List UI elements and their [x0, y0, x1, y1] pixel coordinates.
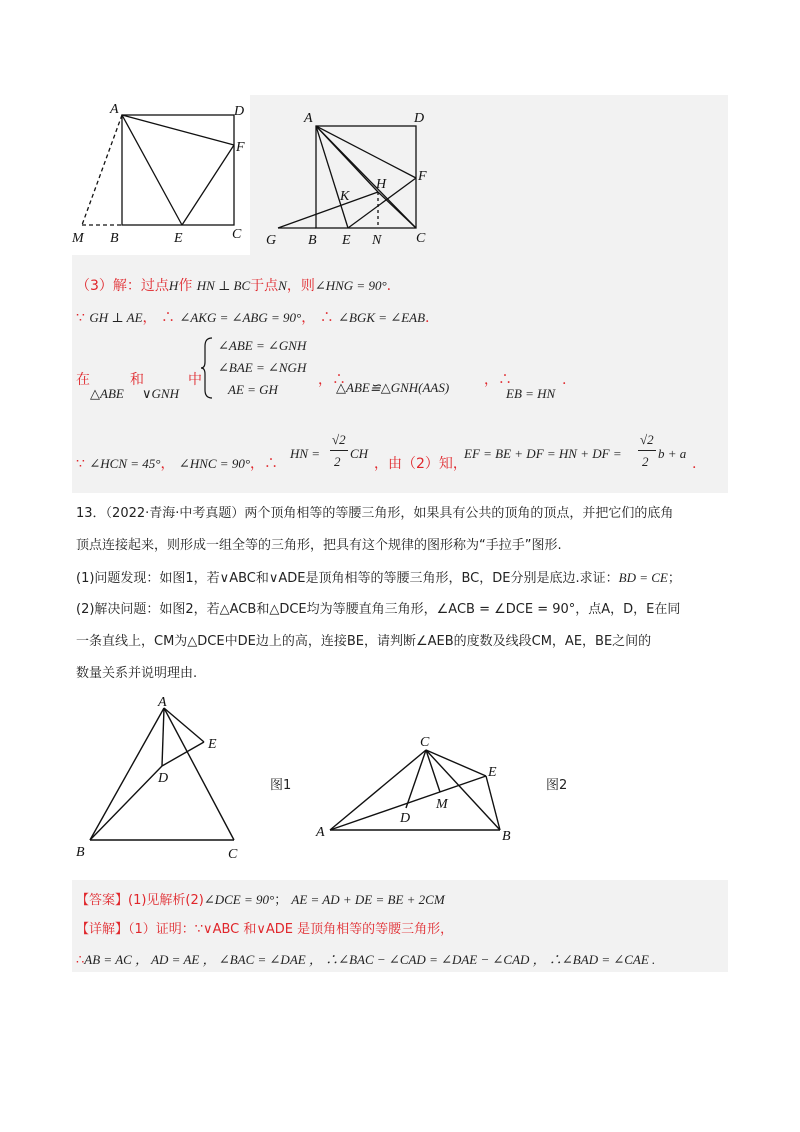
math-ch: CH — [350, 446, 369, 461]
figure-2-caption: 图2 — [546, 778, 568, 793]
question-1: (1)问题发现：如图1，若∨ABC和∨ADE是顶角相等的等腰三角形，BC，DE分别是底边.求证：BD = CE； — [76, 570, 681, 586]
fig2-label-b: B — [502, 829, 511, 844]
system-eq-1: ∠ABE = ∠GNH — [218, 338, 307, 353]
solution-line-1: （3）解：过点H作 HN ⊥ BC于点N，则∠HNG = 90°. — [76, 278, 392, 294]
fig2-label-m: M — [436, 797, 448, 812]
fraction-bar-2 — [638, 450, 656, 451]
answer-text: (1)见解析(2) — [128, 893, 204, 908]
proof-line: ∴AB = AC ， AD = AE ， ∠BAC = ∠DAE ， ∴∠BAC − ∠CAD = ∠DAE − ∠CAD ， ∴∠BAD = ∠CAE . — [76, 952, 656, 968]
math-gh-perp-ae: GH ⊥ AE — [89, 310, 143, 325]
math-hn-left: HN = — [290, 446, 321, 461]
point-h: H — [168, 278, 179, 293]
word-zhong: 中 — [188, 372, 202, 388]
math-sqrt2: √2 — [332, 432, 346, 447]
period-2: . — [692, 456, 697, 472]
fig1-label-c: C — [228, 847, 238, 862]
solution-line-4a: ∵ ∠HCN = 45°， ∠HNC = 90°，∴ — [76, 456, 279, 472]
word-yudian: 于点 — [250, 278, 279, 294]
math-den-2b: 2 — [642, 454, 649, 469]
math-hn-perp-bc: HN ⊥ BC — [196, 278, 251, 293]
fig2-label-d: D — [400, 811, 411, 826]
system-brace — [200, 336, 214, 400]
math-hng: ∠HNG = 90° — [314, 278, 387, 293]
answer-tag: 【答案】 — [76, 893, 129, 908]
label-a: A — [304, 111, 313, 126]
label-a: A — [110, 102, 119, 117]
label-k: K — [340, 189, 350, 204]
word-ze: ，则 — [286, 278, 315, 294]
word-zai: 在 — [76, 372, 90, 388]
label-m: M — [72, 231, 84, 246]
math-dce: ∠DCE = 90° — [203, 892, 275, 907]
proof-equations: AB = AC ， AD = AE ， ∠BAC = ∠DAE ， ∴∠BAC − ∠CAD = ∠DAE − ∠CAD ， ∴∠BAD = ∠CAE . — [84, 952, 656, 967]
detail-text: （1）证明：∵∨ABC 和∨ADE 是顶角相等的等腰三角形， — [128, 922, 454, 937]
label-g: G — [266, 233, 277, 248]
math-hcn: ∠HCN = 45° — [89, 456, 161, 471]
question-1-text: (1)问题发现：如图1，若∨ABC和∨ADE是顶角相等的等腰三角形，BC，DE分别是底边.求证： — [76, 571, 619, 586]
solution-line-2: ∵ GH ⊥ AE， ∴ ∠AKG = ∠ABG = 90°， ∴ ∠BGK = ∠EAB. — [76, 310, 430, 326]
fraction-bar — [330, 450, 348, 451]
figure-square-right — [260, 100, 450, 250]
figure-1-caption: 图1 — [270, 778, 292, 793]
question-2-line-2: 一条直线上，CM为△DCE中DE边上的高，连接BE，请判断∠AEB的度数及线段CM，AE，BE之间的 — [76, 634, 652, 649]
label-c: C — [416, 231, 426, 246]
therefore-2: ，∴ — [484, 372, 512, 388]
figure-square-left — [70, 95, 250, 255]
question-2-line-3: 数量关系并说明理由. — [76, 666, 198, 681]
system-eq-2: ∠BAE = ∠NGH — [218, 360, 307, 375]
period: . — [562, 372, 567, 388]
math-eb-hn: EB = HN — [506, 386, 556, 401]
label-b: B — [308, 233, 317, 248]
word-zuo: 作 — [178, 278, 193, 294]
word-he: 和 — [130, 372, 144, 388]
label-b: B — [110, 231, 119, 246]
label-c: C — [232, 227, 242, 242]
problem-13-line-2: 顶点连接起来，则形成一组全等的三角形，把具有这个规律的图形称为“手拉手”图形. — [76, 538, 562, 553]
label-f: F — [236, 140, 245, 155]
problem-13-line-1: 13．（2022·青海·中考真题）两个顶角相等的等腰三角形，如果具有公共的顶角的顶点，并把它们的底角 — [76, 506, 674, 521]
fig2-label-a: A — [316, 825, 325, 840]
triangle-abe: △ABE — [90, 386, 124, 401]
label-h: H — [376, 177, 387, 192]
math-b-plus-a: b + a — [658, 446, 687, 461]
math-ae-sum: AE = AD + DE = BE + 2CM — [291, 892, 445, 907]
fig1-label-e: E — [208, 737, 217, 752]
label-e: E — [174, 231, 183, 246]
solution-intro: （3）解：过点 — [76, 278, 169, 294]
because-symbol: ∵ — [76, 310, 85, 326]
figure-2 — [310, 730, 530, 850]
fig2-label-c: C — [420, 735, 430, 750]
answer-line: 【答案】(1)见解析(2)∠DCE = 90°； AE = AD + DE = BE + 2CM — [76, 892, 445, 908]
fig2-label-e: E — [488, 765, 497, 780]
system-eq-3: AE = GH — [228, 382, 278, 397]
math-akg: ∠AKG = ∠ABG = 90° — [179, 310, 302, 325]
math-hnc: ∠HNC = 90° — [178, 456, 251, 471]
fig1-label-b: B — [76, 845, 85, 860]
detail-tag: 【详解】 — [76, 922, 129, 937]
comma: ，∴ — [318, 372, 346, 388]
label-d: D — [414, 111, 425, 126]
fig1-label-d: D — [158, 771, 169, 786]
point-n: N — [278, 278, 287, 293]
label-n: N — [372, 233, 382, 248]
question-2-line-1: (2)解决问题：如图2，若△ACB和△DCE均为等腰直角三角形，∠ACB = ∠DCE = 90°，点A，D，E在同 — [76, 602, 681, 617]
triangle-gnh: ∨GNH — [142, 386, 179, 401]
label-d: D — [234, 104, 245, 119]
detail-line — [76, 920, 453, 940]
therefore-symbol: ∴ — [160, 310, 175, 326]
math-bgk: ∠BGK = ∠EAB — [338, 310, 426, 325]
math-sqrt2-b: √2 — [640, 432, 654, 447]
math-bd-ce: BD = CE — [618, 570, 668, 585]
figure-1 — [70, 690, 270, 870]
label-f: F — [418, 169, 427, 184]
from-2-know: ，由（2）知， — [374, 456, 467, 472]
math-ef: EF = BE + DF = HN + DF = — [464, 446, 622, 461]
fig1-label-a: A — [158, 695, 167, 710]
label-e: E — [342, 233, 351, 248]
congruence-statement: △ABE≌△GNH(AAS) — [336, 380, 450, 395]
math-den-2: 2 — [334, 454, 341, 469]
